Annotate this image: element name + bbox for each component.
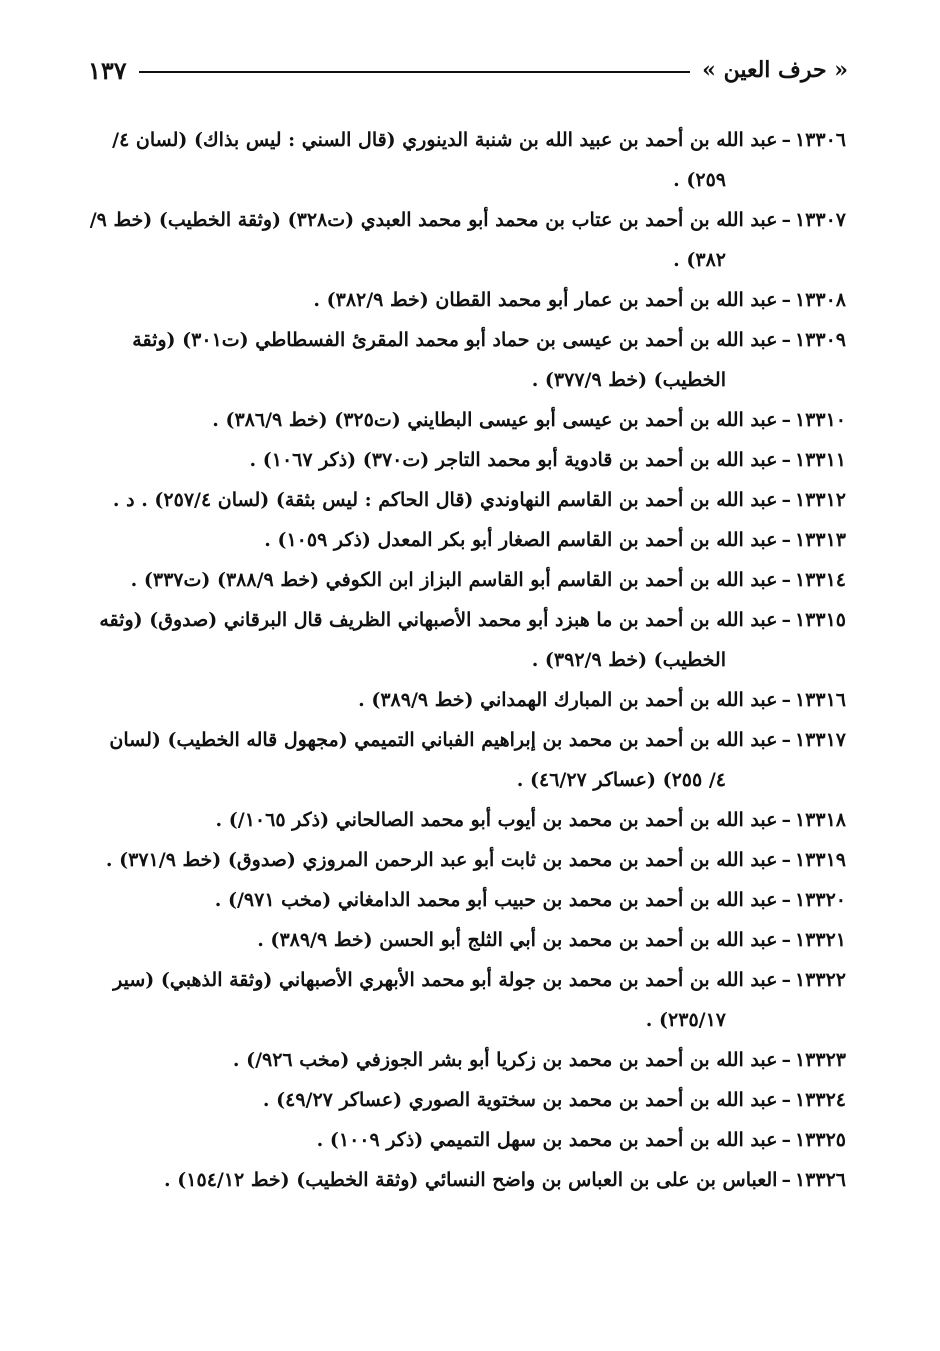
entry-dash: –: [781, 729, 791, 751]
entry-dash: –: [781, 489, 791, 511]
entry-text: عبد الله بن أحمد بن محمد بن إبراهيم الفباني التميمي (مجهول قاله الخطيب) (لسان ٤/ ٢٥٥) (عساكر ٤٦/٢٧) .: [109, 729, 778, 791]
entry-text: عبد الله بن أحمد بن محمد بن أيوب أبو محمد الصالحاني (ذكر ١٠٦٥/) .: [215, 809, 778, 831]
entry-13321: [86, 920, 846, 960]
entry-text: عبد الله بن أحمد بن عيسى أبو عيسى البطايني (ت٣٢٥) (خط ٣٨٦/٩) .: [212, 409, 778, 431]
entry-dash: –: [781, 129, 791, 151]
entry-dash: –: [781, 329, 791, 351]
entry-dash: –: [781, 209, 791, 231]
entry-text: عبد الله بن أحمد بن محمد بن أبي الثلج أبو الحسن (خط ٣٨٩/٩) .: [257, 929, 778, 951]
entry-13323: [86, 1040, 846, 1080]
entry-text: عبد الله بن أحمد بن عتاب بن محمد أبو محمد العبدي (ت٣٢٨) (وثقة الخطيب) (خط ٩/ ٣٨٢) .: [89, 209, 778, 271]
entry-13306: [86, 120, 846, 200]
entry-number: ١٣٣٢٠: [794, 889, 846, 911]
header-rule: [139, 71, 690, 73]
entry-13315: [86, 600, 846, 680]
entry-number: ١٣٣١٦: [794, 689, 846, 711]
entry-13310: [86, 400, 846, 440]
entry-text: العباس بن على بن العباس بن واضح النسائي (وثقة الخطيب) (خط ١٥٤/١٢) .: [164, 1169, 778, 1191]
entry-text: عبد الله بن أحمد بن القاسم الصغار أبو بكر المعدل (ذكر ١٠٥٩) .: [264, 529, 778, 551]
entry-number: ١٣٣٠٧: [794, 209, 846, 231]
entry-dash: –: [781, 1169, 791, 1191]
entry-text: عبد الله بن أحمد بن ما هبزد أبو محمد الأصبهاني الظريف قال البرقاني (صدوق) (وثقه الخطيب) (خط ٣٩٢/٩) .: [99, 609, 778, 671]
entry-dash: –: [781, 689, 791, 711]
entry-number: ١٣٣٢٢: [794, 969, 846, 991]
page-header: [88, 50, 848, 90]
entry-number: ١٣٣٢٣: [794, 1049, 846, 1071]
entry-number: ١٣٣١٩: [794, 849, 846, 871]
entry-13317: [86, 720, 846, 800]
entry-13319: [86, 840, 846, 880]
entry-text: عبد الله بن أحمد بن عبيد الله بن شنبة الدينوري (قال السني : ليس بذاك) (لسان ٤/ ٢٥٩) .: [112, 129, 778, 191]
entry-13326: [86, 1160, 846, 1200]
entry-13308: [86, 280, 846, 320]
entry-dash: –: [781, 929, 791, 951]
entry-number: ١٣٣٢٦: [794, 1169, 846, 1191]
page-number: ١٣٧: [88, 55, 127, 85]
running-head: « حرف العين »: [702, 57, 848, 83]
entry-number: ١٣٣١٠: [794, 409, 846, 431]
entry-dash: –: [781, 969, 791, 991]
entry-number: ١٣٣١٤: [794, 569, 846, 591]
entry-text: عبد الله بن أحمد بن محمد بن سهل التميمي (ذكر ١٠٠٩) .: [316, 1129, 778, 1151]
entry-number: ١٣٣٠٨: [794, 289, 846, 311]
entry-number: ١٣٣٠٦: [794, 129, 846, 151]
entry-number: ١٣٣٢٥: [794, 1129, 846, 1151]
entry-number: ١٣٣١٧: [794, 729, 846, 751]
entry-dash: –: [781, 809, 791, 831]
entry-dash: –: [781, 409, 791, 431]
entry-13322: [86, 960, 846, 1040]
entry-13314: [86, 560, 846, 600]
entry-number: ١٣٣٢٤: [794, 1089, 846, 1111]
entry-dash: –: [781, 849, 791, 871]
entry-13318: [86, 800, 846, 840]
entry-number: ١٣٣١١: [794, 449, 846, 471]
entry-13320: [86, 880, 846, 920]
entry-dash: –: [781, 1089, 791, 1111]
entry-13307: [86, 200, 846, 280]
entry-13313: [86, 520, 846, 560]
entry-dash: –: [781, 529, 791, 551]
entry-13316: [86, 680, 846, 720]
entry-dash: –: [781, 1049, 791, 1071]
entry-13325: [86, 1120, 846, 1160]
entry-number: ١٣٣١٣: [794, 529, 846, 551]
entry-13312: [86, 480, 846, 520]
entry-dash: –: [781, 289, 791, 311]
entry-text: عبد الله بن أحمد بن القاسم أبو القاسم البزاز ابن الكوفي (خط ٣٨٨/٩) (ت٣٣٧) .: [130, 569, 778, 591]
entry-dash: –: [781, 1129, 791, 1151]
entry-13309: [86, 320, 846, 400]
entry-text: عبد الله بن أحمد بن محمد بن ثابت أبو عبد الرحمن المروزي (صدوق) (خط ٣٧١/٩) .: [105, 849, 778, 871]
entry-text: عبد الله بن أحمد بن محمد بن زكريا أبو بشر الجوزفي (مخب ٩٢٦/) .: [232, 1049, 778, 1071]
entry-text: عبد الله بن أحمد بن المبارك الهمداني (خط ٣٨٩/٩) .: [358, 689, 778, 711]
entry-text: عبد الله بن أحمد بن القاسم النهاوندي (قال الحاكم : ليس بثقة) (لسان ٢٥٧/٤) . د .: [112, 489, 778, 511]
entry-text: عبد الله بن أحمد بن محمد بن جولة أبو محمد الأبهري الأصبهاني (وثقة الذهبي) (سير ٢٣٥/١٧) .: [113, 969, 778, 1031]
entry-dash: –: [781, 449, 791, 471]
entry-text: عبد الله بن أحمد بن عمار أبو محمد القطان (خط ٣٨٢/٩) .: [313, 289, 778, 311]
entry-dash: –: [781, 569, 791, 591]
entry-number: ١٣٣١٨: [794, 809, 846, 831]
entry-dash: –: [781, 889, 791, 911]
entry-13311: [86, 440, 846, 480]
entry-13324: [86, 1080, 846, 1120]
entry-list: [86, 120, 846, 1200]
entry-dash: –: [781, 609, 791, 631]
entry-number: ١٣٣٠٩: [794, 329, 846, 351]
entry-text: عبد الله بن أحمد بن محمد بن حبيب أبو محمد الدامغاني (مخب ٩٧١/) .: [214, 889, 778, 911]
entry-number: ١٣٣١٥: [794, 609, 846, 631]
entry-number: ١٣٣١٢: [794, 489, 846, 511]
entry-text: عبد الله بن أحمد بن قادوية أبو محمد التاجر (ت٣٧٠) (ذكر ١٠٦٧) .: [249, 449, 778, 471]
entry-text: عبد الله بن أحمد بن عيسى بن حماد أبو محمد المقرئ الفسطاطي (ت٣٠١) (وثقة الخطيب) (خط ٣٧٧/٩) .: [132, 329, 778, 391]
entry-text: عبد الله بن أحمد بن محمد بن سختوية الصوري (عساكر ٤٩/٢٧) .: [262, 1089, 778, 1111]
entry-number: ١٣٣٢١: [794, 929, 846, 951]
